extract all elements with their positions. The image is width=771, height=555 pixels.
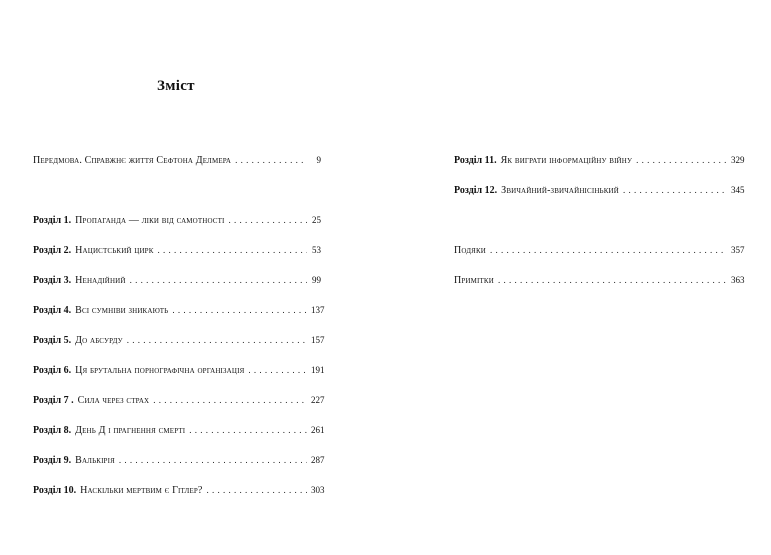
toc-entry-chapter-6[interactable]	[33, 363, 325, 377]
toc-entry-chapter-7[interactable]	[33, 393, 325, 407]
toc-entry-acknowledgements[interactable]	[454, 243, 745, 257]
leader-dots	[248, 363, 307, 377]
leader-dots	[189, 423, 307, 437]
toc-chapter-label: Розділ 9.	[33, 455, 72, 466]
leader-dots	[207, 483, 307, 497]
toc-page-number: 53	[312, 245, 321, 255]
toc-page-number: 137	[311, 305, 325, 315]
leader-dots	[490, 243, 727, 257]
leader-dots	[158, 243, 307, 257]
toc-entry-title: Звичайний-звичайнісінький	[501, 185, 619, 196]
toc-entry-chapter-4[interactable]	[33, 303, 325, 317]
toc-page-number: 357	[731, 245, 745, 255]
toc-entry-chapter-8[interactable]	[33, 423, 325, 437]
toc-chapter-label: Розділ 1.	[33, 215, 72, 226]
toc-page-number: 345	[731, 185, 745, 195]
toc-entry-chapter-2[interactable]	[33, 243, 321, 257]
leader-dots	[623, 183, 727, 197]
toc-chapter-label: Розділ 10.	[33, 485, 77, 496]
leader-dots	[235, 153, 307, 167]
toc-entry-preface[interactable]	[33, 153, 321, 167]
toc-chapter-label: Розділ 11.	[454, 155, 497, 166]
toc-entry-title: Валькірія	[75, 455, 115, 466]
toc-entry-title: День Д і прагнення смерті	[75, 425, 186, 436]
toc-chapter-label: Розділ 4.	[33, 305, 72, 316]
toc-chapter-label: Розділ 12.	[454, 185, 498, 196]
toc-entry-chapter-1[interactable]	[33, 213, 321, 227]
leader-dots	[498, 273, 727, 287]
toc-entry-chapter-12[interactable]	[454, 183, 745, 197]
toc-entry-title: Передмова. Справжнє життя Сефтона Делмера	[33, 155, 232, 166]
toc-entry-title: До абсурду	[75, 335, 123, 346]
toc-entry-chapter-5[interactable]	[33, 333, 325, 347]
toc-page-number: 157	[311, 335, 325, 345]
toc-page-number: 25	[312, 215, 321, 225]
toc-page-number: 287	[311, 455, 325, 465]
toc-page-number: 261	[311, 425, 325, 435]
toc-entry-title: Всі сумніви зникають	[75, 305, 169, 316]
toc-entry-title: Сила через страх	[77, 395, 150, 406]
toc-chapter-label: Розділ 7 .	[33, 395, 74, 406]
toc-page-number: 329	[731, 155, 745, 165]
toc-entry-chapter-3[interactable]	[33, 273, 321, 287]
toc-page-number: 303	[311, 485, 325, 495]
toc-entry-chapter-11[interactable]	[454, 153, 745, 167]
toc-entry-chapter-10[interactable]	[33, 483, 325, 497]
toc-entry-title: Наскільки мертвим є Гітлер?	[80, 485, 203, 496]
toc-entry-title: Примітки	[454, 275, 494, 286]
toc-chapter-label: Розділ 8.	[33, 425, 72, 436]
toc-entry-title: Як виграти інформаційну війну	[500, 155, 633, 166]
toc-chapter-label: Розділ 6.	[33, 365, 72, 376]
toc-entry-notes[interactable]	[454, 273, 745, 287]
leader-dots	[119, 453, 307, 467]
leader-dots	[636, 153, 727, 167]
leader-dots	[229, 213, 307, 227]
toc-entry-title: Подяки	[454, 245, 486, 256]
toc-entry-title: Ненадійний	[75, 275, 126, 286]
toc-chapter-label: Розділ 3.	[33, 275, 72, 286]
leader-dots	[127, 333, 307, 347]
leader-dots	[172, 303, 307, 317]
toc-page-number: 227	[311, 395, 325, 405]
toc-page-number: 9	[316, 155, 321, 165]
toc-entry-title: Пропаганда — ліки від самотності	[75, 215, 225, 226]
toc-page-number: 99	[312, 275, 321, 285]
toc-entry-title: Нацистський цирк	[75, 245, 154, 256]
leader-dots	[130, 273, 307, 287]
page-title: Зміст	[157, 78, 195, 94]
toc-entry-chapter-9[interactable]	[33, 453, 325, 467]
toc-chapter-label: Розділ 2.	[33, 245, 72, 256]
toc-page-number: 363	[731, 275, 745, 285]
leader-dots	[153, 393, 307, 407]
toc-chapter-label: Розділ 5.	[33, 335, 72, 346]
toc-entry-title: Ця брутальна порнографічна організація	[75, 365, 245, 376]
toc-page-number: 191	[311, 365, 325, 375]
